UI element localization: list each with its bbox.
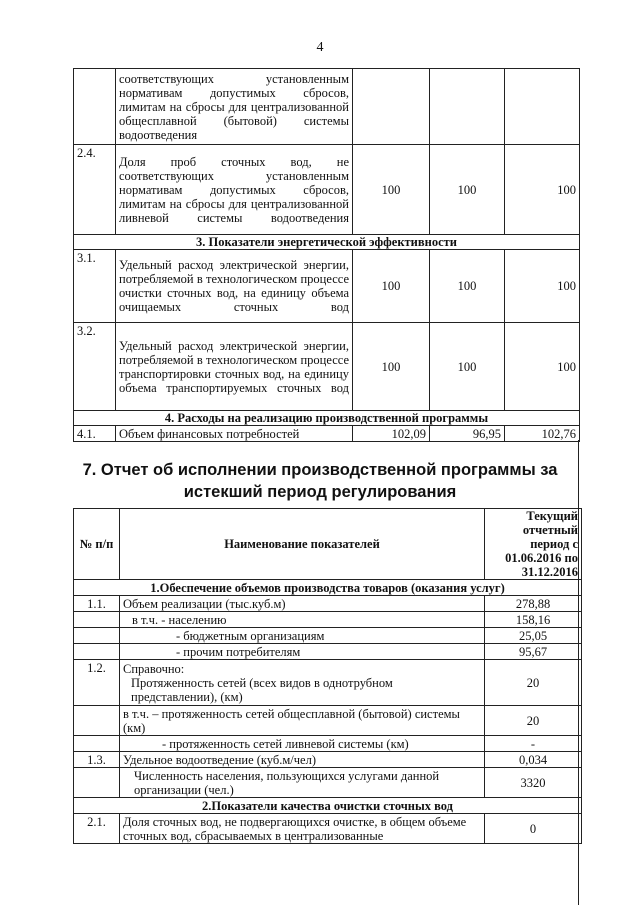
value-cell: 20 xyxy=(485,706,582,736)
table-row xyxy=(74,145,580,235)
row-number: 1.1. xyxy=(74,596,120,612)
table-row xyxy=(74,250,580,323)
row-number: 4.1. xyxy=(74,426,116,442)
row-text: Численность населения, пользующихся услугами данной организации (чел.) xyxy=(120,768,485,798)
table-row xyxy=(74,706,582,736)
section-row xyxy=(74,235,580,250)
value-cell: 278,88 xyxy=(485,596,582,612)
section-row xyxy=(74,411,580,426)
table-row xyxy=(74,736,582,752)
value-cell: 100 xyxy=(353,250,430,323)
row-number: 3.2. xyxy=(74,323,116,411)
row-text: Удельный расход электрической энергии, потребляемой в технологическом процессе транспортировки сточных вод, на единицу объема транспортируемых сточных вод xyxy=(116,323,353,411)
table-row xyxy=(74,814,582,844)
section-row xyxy=(74,580,582,596)
row-text: - протяженность сетей ливневой системы (км) xyxy=(120,736,485,752)
value-cell: 102,09 xyxy=(353,426,430,442)
table-row xyxy=(74,660,582,706)
value-cell: 0 xyxy=(485,814,582,844)
section-title: 1.Обеспечение объемов производства товаров (оказания услуг) xyxy=(74,580,582,596)
value-cell: 100 xyxy=(430,250,505,323)
row-text: - прочим потребителям xyxy=(120,644,485,660)
row-text: в т.ч. – протяженность сетей общесплавной (бытовой) системы (км) xyxy=(120,706,485,736)
value-cell: - xyxy=(485,736,582,752)
row-number: 1.2. xyxy=(74,660,120,706)
table-row xyxy=(74,596,582,612)
table-row xyxy=(74,323,580,411)
table-row xyxy=(74,612,582,628)
section-heading: 7. Отчет об исполнении производственной программы за истекший период регулирования xyxy=(82,461,558,501)
row-text: в т.ч. - населению xyxy=(120,612,485,628)
row-text: Удельный расход электрической энергии, потребляемой в технологическом процессе очистки сточных вод, на единицу объема очищаемых сточных вод xyxy=(116,250,353,323)
row-text: Доля сточных вод, не подвергающихся очистке, в общем объеме сточных вод, сбрасываемых в централизованные xyxy=(120,814,485,844)
row-number: 1.3. xyxy=(74,752,120,768)
section-title: 2.Показатели качества очистки сточных вод xyxy=(74,798,582,814)
table-row xyxy=(74,426,580,442)
value-cell: 100 xyxy=(505,250,580,323)
value-cell: 100 xyxy=(505,145,580,235)
value-cell: 25,05 xyxy=(485,628,582,644)
row-text: Доля проб сточных вод, не соответствующих установленным нормативам допустимых сбросов, лимитам на сбросы для централизованной ливневой системы водоотведения xyxy=(116,145,353,235)
page-edge-line xyxy=(578,440,579,905)
table-row xyxy=(74,69,580,145)
value-cell: 100 xyxy=(430,323,505,411)
header-period: Текущий отчетный период с 01.06.2016 по 31.12.2016 xyxy=(485,509,582,580)
row-text-continued: соответствующих установленным нормативам допустимых сбросов, лимитам на сбросы для централизованной общесплавной (бытовой) системы водоотведения xyxy=(116,69,353,145)
row-text: Удельное водоотведение (куб.м/чел) xyxy=(120,752,485,768)
row-text xyxy=(120,660,485,706)
header-row xyxy=(74,509,582,580)
row-text: Объем реализации (тыс.куб.м) xyxy=(120,596,485,612)
value-cell: 20 xyxy=(485,660,582,706)
value-cell: 100 xyxy=(430,145,505,235)
value-cell: 102,76 xyxy=(505,426,580,442)
value-cell: 100 xyxy=(505,323,580,411)
table-row xyxy=(74,768,582,798)
report-table xyxy=(73,508,582,844)
page-number: 4 xyxy=(316,40,324,55)
row-number: 2.1. xyxy=(74,814,120,844)
section-title: 3. Показатели энергетической эффективности xyxy=(74,235,580,250)
value-cell: 158,16 xyxy=(485,612,582,628)
value-cell: 3320 xyxy=(485,768,582,798)
value-cell: 95,67 xyxy=(485,644,582,660)
row-number: 3.1. xyxy=(74,250,116,323)
row-number: 2.4. xyxy=(74,145,116,235)
row-text: Объем финансовых потребностей xyxy=(116,426,353,442)
value-cell: 100 xyxy=(353,323,430,411)
indicators-table xyxy=(73,68,580,442)
value-cell: 100 xyxy=(353,145,430,235)
row-text-line: Протяженность сетей (всех видов в однотрубном представлении), (км) xyxy=(131,675,393,704)
table-row xyxy=(74,752,582,768)
header-name: Наименование показателей xyxy=(120,509,485,580)
row-text-line: Справочно: xyxy=(123,661,185,676)
value-cell: 0,034 xyxy=(485,752,582,768)
table-row xyxy=(74,628,582,644)
table-row xyxy=(74,644,582,660)
row-text: - бюджетным организациям xyxy=(120,628,485,644)
value-cell: 96,95 xyxy=(430,426,505,442)
section-row xyxy=(74,798,582,814)
header-num: № п/п xyxy=(74,509,120,580)
section-title: 4. Расходы на реализацию производственной программы xyxy=(74,411,580,426)
